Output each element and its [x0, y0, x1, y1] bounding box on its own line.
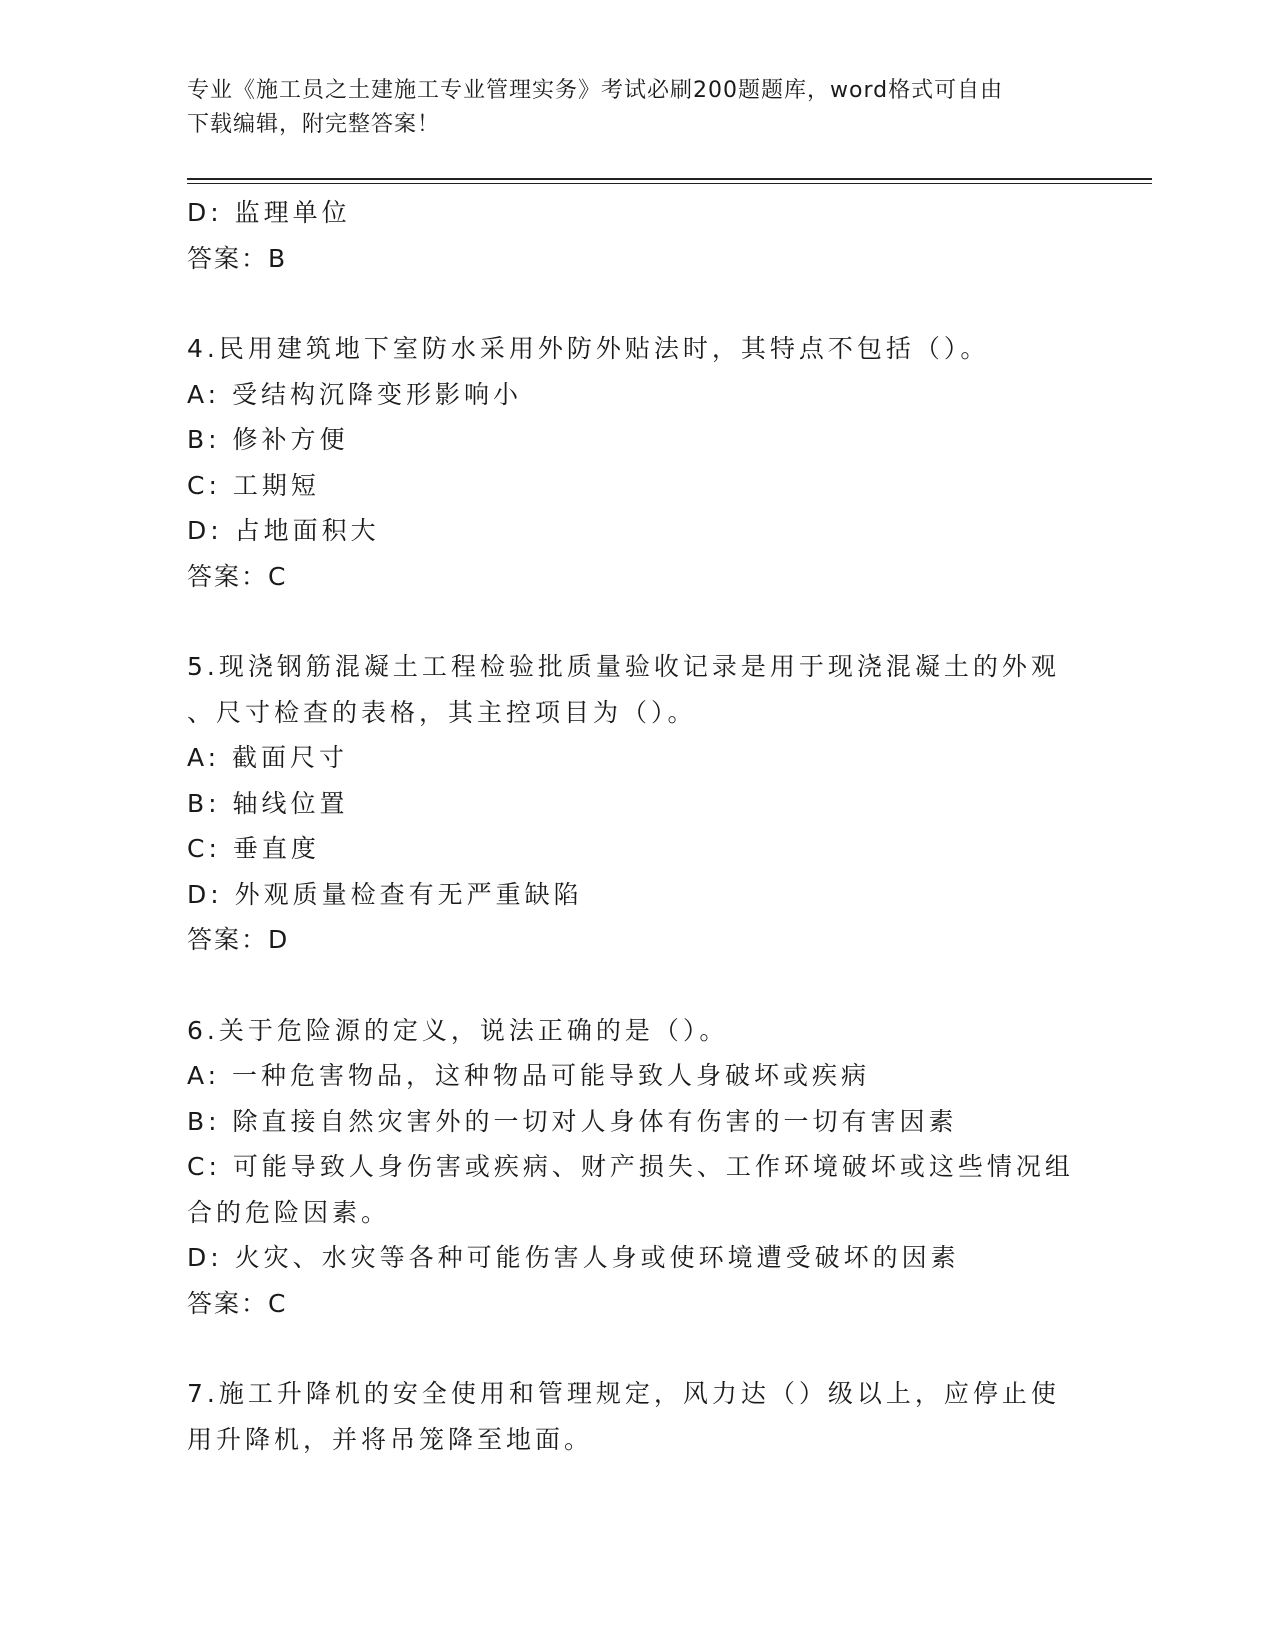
question-block-6 [187, 1008, 1087, 1327]
option-c-continued: 合的危险因素。 [187, 1197, 391, 1227]
question-block-4 [187, 326, 1087, 599]
question-stem: 5.现浇钢筋混凝土工程检验批质量验收记录是用于现浇混凝土的外观 [187, 652, 1060, 681]
spacer [187, 281, 1087, 326]
option-a: A: 受结构沉降变形影响小 [187, 379, 523, 409]
option-d: D: 外观质量检查有无严重缺陷 [187, 879, 583, 909]
spacer [187, 963, 1087, 1008]
question-stem: 7.施工升降机的安全使用和管理规定，风力达（）级以上，应停止使 [187, 1379, 1060, 1408]
option-a: A: 截面尺寸 [187, 743, 349, 772]
answer-line: 答案：B [187, 243, 288, 273]
answer-line: 答案：C [187, 561, 288, 591]
option-b: B: 除直接自然灾害外的一切对人身体有伤害的一切有害因素 [187, 1106, 958, 1136]
spacer [187, 599, 1087, 644]
question-list [187, 190, 1087, 1462]
header-divider-thin [187, 183, 1152, 184]
header-line-2: 下载编辑，附完整答案！ [187, 112, 441, 137]
header-line-1: 专业《施工员之土建施工专业管理实务》考试必刷200题题库，word格式可自由 [187, 78, 1004, 103]
option-d: D: 监理单位 [187, 198, 351, 227]
option-d: D: 火灾、水灾等各种可能伤害人身或使环境遭受破坏的因素 [187, 1243, 960, 1272]
question-block-3-tail [187, 190, 1087, 281]
question-stem-continued: 用升降机，并将吊笼降至地面。 [187, 1424, 594, 1454]
option-a: A: 一种危害物品，这种物品可能导致人身破坏或疾病 [187, 1061, 871, 1090]
question-block-7 [187, 1371, 1087, 1462]
option-b: B: 修补方便 [187, 425, 349, 454]
answer-line: 答案：D [187, 925, 290, 954]
answer-line: 答案：C [187, 1288, 288, 1318]
document-header [187, 74, 1067, 142]
option-d: D: 占地面积大 [187, 516, 380, 545]
option-c: C: 垂直度 [187, 834, 320, 863]
question-stem: 6.关于危险源的定义，说法正确的是（）。 [187, 1015, 729, 1045]
option-c: C: 工期短 [187, 470, 320, 500]
question-block-5 [187, 644, 1087, 963]
header-divider-thick [187, 178, 1152, 180]
question-stem-continued: 、尺寸检查的表格，其主控项目为（）。 [187, 697, 697, 727]
option-b: B: 轴线位置 [187, 788, 349, 818]
question-stem: 4.民用建筑地下室防水采用外防外贴法时，其特点不包括（）。 [187, 334, 990, 363]
spacer [187, 1326, 1087, 1371]
option-c: C: 可能导致人身伤害或疾病、财产损失、工作环境破坏或这些情况组 [187, 1152, 1074, 1181]
